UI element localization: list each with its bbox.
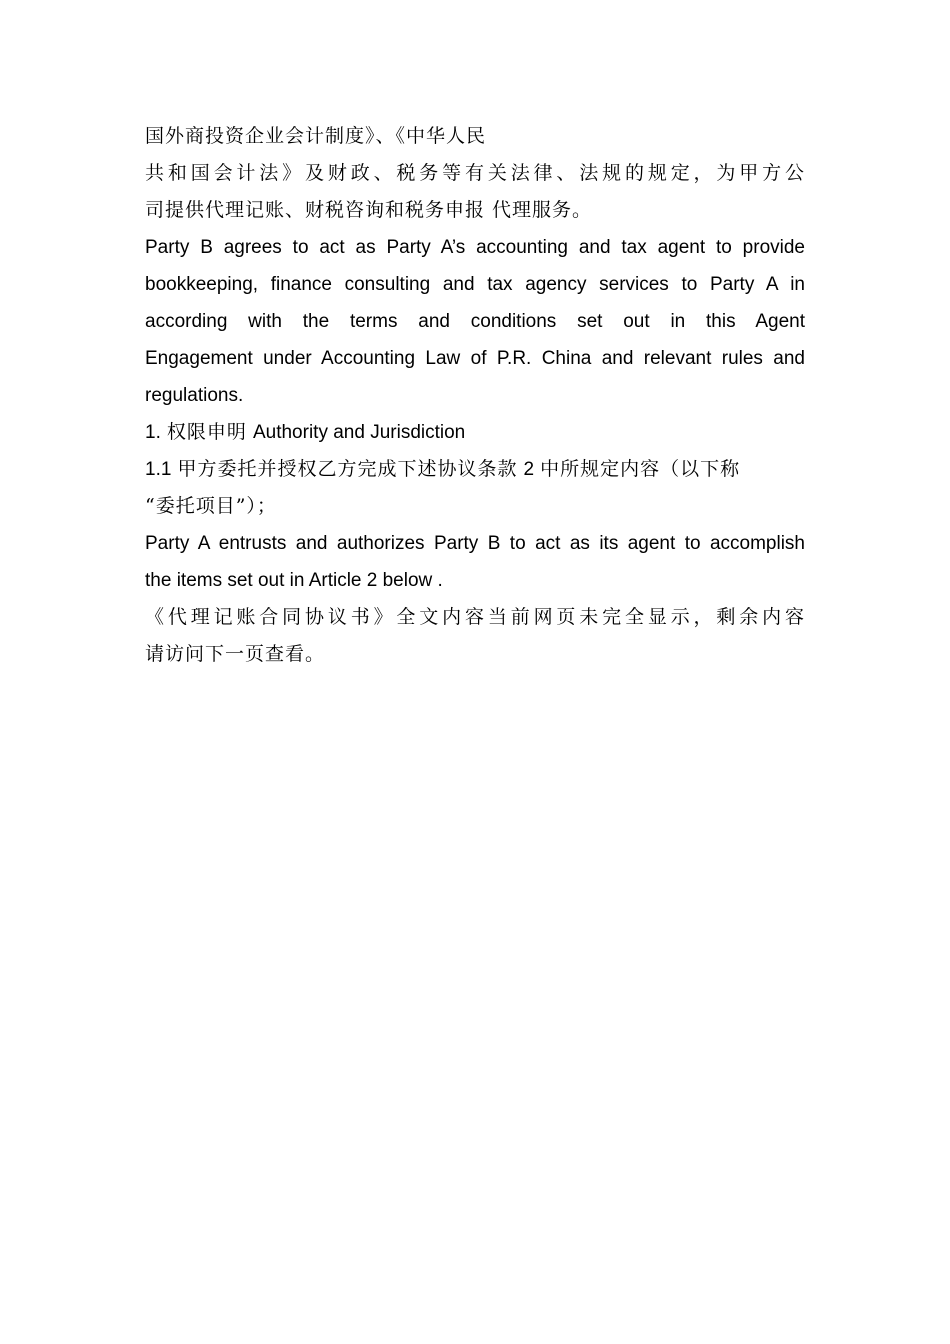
paragraph-line: 国外商投资企业会计制度》、《中华人民 [145, 125, 487, 147]
clause-english-line: Party A entrusts and authorizes Party B to act as its agent to accomplish [145, 533, 805, 554]
clause-reference-number: 2 [523, 459, 535, 480]
heading-number: 1. [145, 422, 161, 443]
notice-line: 请访问下一页查看。 [145, 643, 326, 665]
clause-line [145, 451, 805, 488]
clause-english-line: the items set out in Article 2 below . [145, 570, 443, 591]
paragraph-line: Engagement under Accounting Law of P.R. China and relevant rules and [145, 348, 805, 369]
notice-line: 《代理记账合同协议书》全文内容当前网页未完全显示，剩余内容 [145, 606, 805, 628]
clause-text: 中所规定内容（以下称 [540, 458, 741, 480]
paragraph-line: 司提供代理记账、财税咨询和税务申报 代理服务。 [145, 199, 593, 221]
paragraph-line: according with the terms and conditions set out in this Agent [145, 311, 805, 332]
heading-chinese: 权限申明 [166, 421, 247, 443]
clause-line: “委托项目”）； [145, 495, 277, 517]
clause-text: 甲方委托并授权乙方完成下述协议条款 [177, 458, 518, 480]
paragraph-line: regulations. [145, 385, 244, 406]
paragraph-line: Party B agrees to act as Party A’s accounting and tax agent to provide [145, 237, 805, 258]
paragraph-line: bookkeeping, finance consulting and tax agency services to Party A in [145, 274, 805, 295]
paragraph-line: 共和国会计法》及财政、税务等有关法律、法规的规定，为甲方公 [145, 162, 805, 184]
section-heading [145, 414, 805, 451]
clause-number: 1.1 [145, 459, 172, 480]
document-body [145, 118, 805, 673]
heading-english: Authority and Jurisdiction [252, 422, 466, 443]
